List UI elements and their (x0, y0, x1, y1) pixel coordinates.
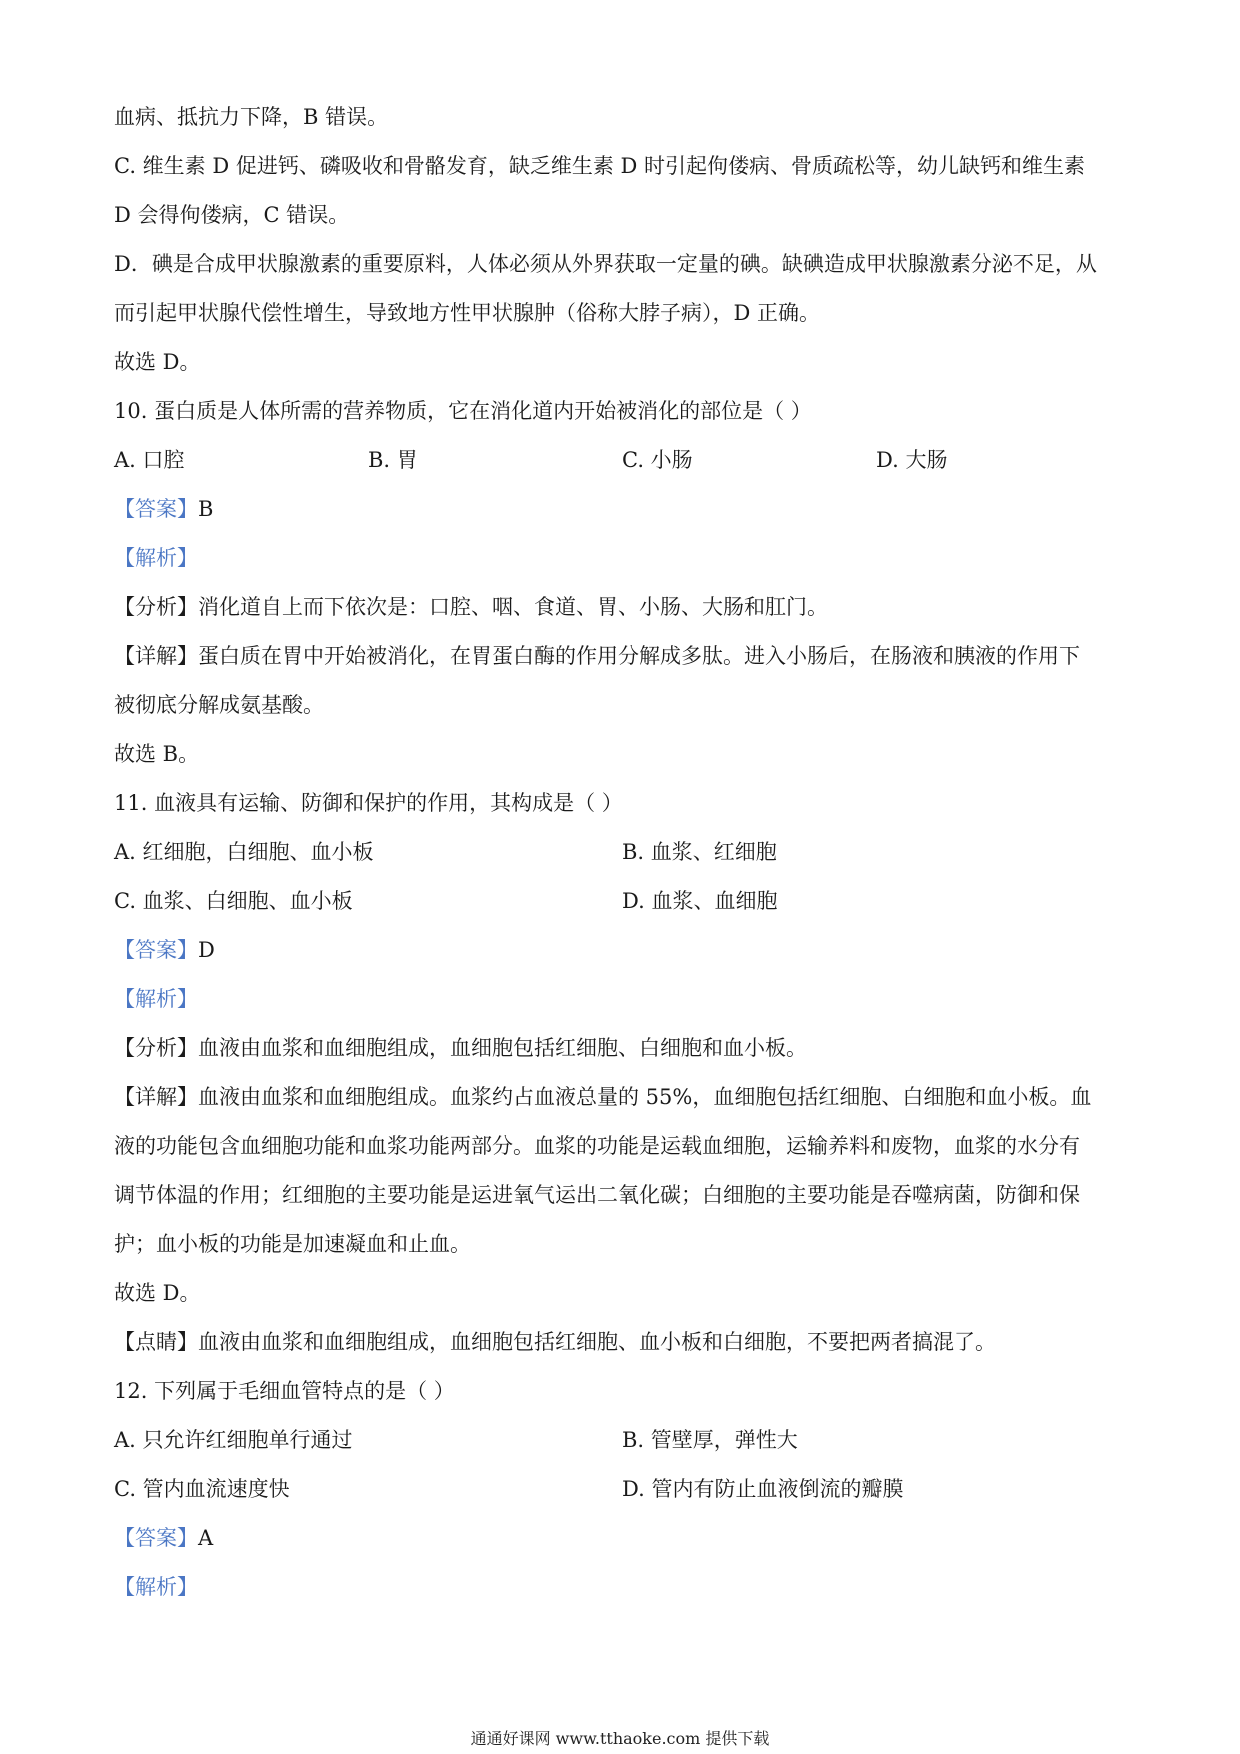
q11-choice: 故选 D。 (114, 1281, 201, 1305)
q12-answer: A (198, 1526, 214, 1550)
q10-answer-row (114, 494, 213, 524)
q11-option-b: B. 血浆、红细胞 (622, 840, 777, 864)
footer-source: 通通好课网 www.tthaoke.com 提供下载 (470, 1729, 770, 1748)
q12-answer-row (114, 1523, 213, 1553)
q11-answer-tag: 【答案】 (114, 938, 198, 962)
q11-xiangjie-line4: 护；血小板的功能是加速凝血和止血。 (114, 1232, 471, 1256)
q12-option-d: D. 管内有防止血液倒流的瓣膜 (622, 1477, 904, 1501)
q11-dianjing: 【点睛】血液由血浆和血细胞组成，血细胞包括红细胞、血小板和白细胞，不要把两者搞混了。 (114, 1330, 996, 1354)
q11-xiangjie-line3: 调节体温的作用；红细胞的主要功能是运进氧气运出二氧化碳；白细胞的主要功能是吞噬病菌，防御和保 (114, 1183, 1080, 1207)
q12-answer-tag: 【答案】 (114, 1526, 198, 1550)
q9-option-d-line2: 而引起甲状腺代偿性增生，导致地方性甲状腺肿（俗称大脖子病），D 正确。 (114, 301, 821, 325)
q12-option-a: A. 只允许红细胞单行通过 (114, 1428, 353, 1452)
q9-option-d-line1: D．碘是合成甲状腺激素的重要原料，人体必须从外界获取一定量的碘。缺碘造成甲状腺激素分泌不足，从 (114, 252, 1097, 276)
q10-xiangjie-line2: 被彻底分解成氨基酸。 (114, 693, 324, 717)
q10-option-d: D. 大肠 (876, 448, 948, 472)
q11-stem: 11. 血液具有运输、防御和保护的作用，其构成是（ ） (114, 791, 623, 815)
q10-option-b: B. 胃 (368, 448, 418, 472)
q11-option-d: D. 血浆、血细胞 (622, 889, 778, 913)
q12-option-b: B. 管壁厚，弹性大 (622, 1428, 798, 1452)
q12-option-c: C. 管内血流速度快 (114, 1477, 290, 1501)
q11-answer: D (198, 938, 215, 962)
q10-analysis-tag: 【解析】 (114, 546, 198, 570)
q10-answer: B (198, 497, 214, 521)
q12-stem: 12. 下列属于毛细血管特点的是（ ） (114, 1379, 455, 1403)
q10-answer-tag: 【答案】 (114, 497, 198, 521)
q11-option-a: A. 红细胞，白细胞、血小板 (114, 840, 374, 864)
q10-choice: 故选 B。 (114, 742, 200, 766)
q11-option-c: C. 血浆、白细胞、血小板 (114, 889, 353, 913)
q10-option-c: C. 小肠 (622, 448, 693, 472)
q9-choice: 故选 D。 (114, 350, 201, 374)
q11-fenxi: 【分析】血液由血浆和血细胞组成，血细胞包括红细胞、白细胞和血小板。 (114, 1036, 807, 1060)
q9-option-c-line1: C. 维生素 D 促进钙、磷吸收和骨骼发育，缺乏维生素 D 时引起佝偻病、骨质疏松等，幼儿缺钙和维生素 (114, 154, 1086, 178)
q10-xiangjie-line1: 【详解】蛋白质在胃中开始被消化，在胃蛋白酶的作用分解成多肽。进入小肠后，在肠液和胰液的作用下 (114, 644, 1080, 668)
q11-xiangjie-line2: 液的功能包含血细胞功能和血浆功能两部分。血浆的功能是运载血细胞，运输养料和废物，血浆的水分有 (114, 1134, 1080, 1158)
q9-option-c-line2: D 会得佝偻病，C 错误。 (114, 203, 350, 227)
q10-fenxi: 【分析】消化道自上而下依次是：口腔、咽、食道、胃、小肠、大肠和肛门。 (114, 595, 828, 619)
q12-analysis-tag: 【解析】 (114, 1575, 198, 1599)
q11-answer-row (114, 935, 215, 965)
q11-analysis-tag: 【解析】 (114, 987, 198, 1011)
q11-xiangjie-line1: 【详解】血液由血浆和血细胞组成。血浆约占血液总量的 55%，血细胞包括红细胞、白细胞和血小板。血 (114, 1085, 1092, 1109)
q9-b-tail: 血病、抵抗力下降，B 错误。 (114, 105, 389, 129)
q10-stem: 10. 蛋白质是人体所需的营养物质，它在消化道内开始被消化的部位是（ ） (114, 399, 812, 423)
q10-option-a: A. 口腔 (114, 448, 185, 472)
